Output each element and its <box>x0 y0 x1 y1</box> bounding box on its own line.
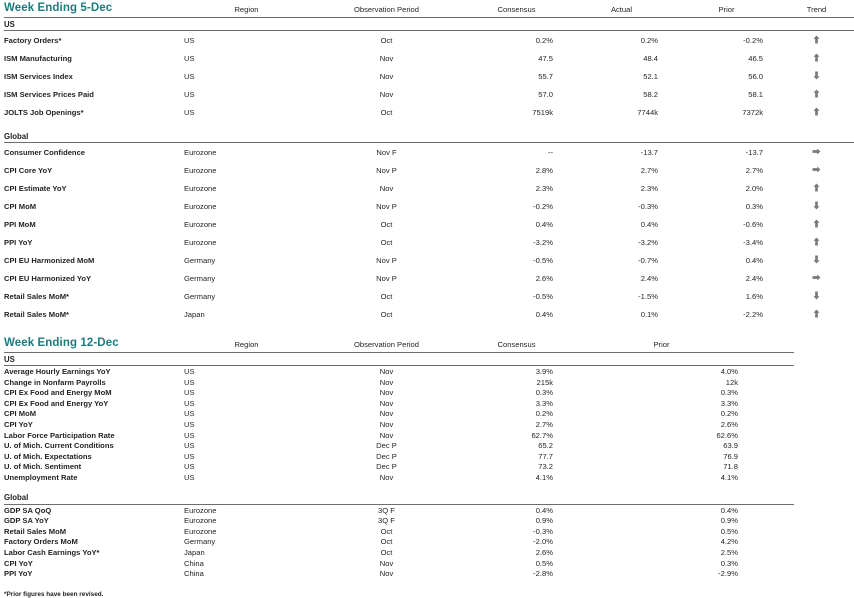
section-spacer <box>4 483 794 492</box>
cell-actual: -0.7% <box>638 255 658 265</box>
cell-consensus: 0.9% <box>535 516 553 526</box>
cell-region: US <box>184 71 195 81</box>
section-label: US <box>4 18 854 31</box>
cell-event: ISM Services Index <box>4 71 73 81</box>
table-header-row <box>4 0 854 18</box>
trend-right-icon <box>812 165 821 174</box>
trend-up-icon <box>812 219 821 228</box>
section-label: Global <box>4 492 794 505</box>
table-body <box>4 18 854 324</box>
cell-consensus: -0.2% <box>533 201 553 211</box>
table-row <box>4 526 794 537</box>
cell-region: Eurozone <box>184 219 217 229</box>
cell-trend <box>779 251 854 269</box>
section-label: Global <box>4 130 854 143</box>
table-row <box>4 568 794 579</box>
table-title: Week Ending 12-Dec <box>4 335 184 353</box>
cell-consensus: -- <box>547 147 553 157</box>
cell-event: PPI YoY <box>4 569 33 579</box>
cell-prior: 0.9% <box>720 516 738 526</box>
cell-actual: 0.4% <box>640 219 658 229</box>
table-row <box>4 233 854 251</box>
cell-consensus: 77.7 <box>538 451 553 461</box>
trend-up-icon <box>812 89 821 98</box>
cell-prior: 56.0 <box>748 71 763 81</box>
cell-region: US <box>184 89 195 99</box>
cell-actual: 2.4% <box>640 273 658 283</box>
cell-event: ISM Manufacturing <box>4 53 72 63</box>
cell-region: US <box>184 377 195 387</box>
cell-region: US <box>184 388 195 398</box>
cell-consensus: -0.3% <box>533 526 553 536</box>
cell-consensus: 0.4% <box>535 309 553 319</box>
cell-observation-period: Dec P <box>376 462 397 472</box>
cell-event: Retail Sales MoM <box>4 526 67 536</box>
cell-actual: -1.5% <box>638 291 658 301</box>
cell-region: Germany <box>184 273 216 283</box>
cell-prior: -0.6% <box>743 219 763 229</box>
cell-actual: 0.1% <box>640 309 658 319</box>
cell-region: US <box>184 462 195 472</box>
cell-region: Japan <box>184 547 205 557</box>
cell-event: CPI YoY <box>4 558 33 568</box>
cell-actual: 2.3% <box>640 183 658 193</box>
cell-actual: 52.1 <box>643 71 658 81</box>
footnote: *Prior figures have been revised. <box>4 590 104 598</box>
cell-prior: 1.6% <box>745 291 763 301</box>
table-row <box>4 31 854 50</box>
cell-event: Unemployment Rate <box>4 472 78 482</box>
cell-event: Factory Orders MoM <box>4 537 78 547</box>
cell-event: U. of Mich. Sentiment <box>4 462 82 472</box>
trend-down-icon <box>812 71 821 80</box>
cell-actual: -3.2% <box>638 237 658 247</box>
table-row <box>4 377 794 388</box>
calendar-table-week-5-dec <box>4 0 854 323</box>
column-header-observation-period: Observation Period <box>309 0 464 18</box>
table-row <box>4 215 854 233</box>
cell-observation-period: Nov <box>379 71 394 81</box>
cell-consensus: 2.7% <box>535 419 553 429</box>
cell-region: Eurozone <box>184 516 217 526</box>
cell-trend <box>779 67 854 85</box>
cell-event: GDP SA YoY <box>4 516 49 526</box>
table-row <box>4 547 794 558</box>
cell-observation-period: Oct <box>380 35 393 45</box>
cell-event: CPI EU Harmonized YoY <box>4 273 92 283</box>
cell-trend <box>779 49 854 67</box>
cell-consensus: -0.5% <box>533 255 553 265</box>
table-row <box>4 366 794 377</box>
column-header-region: Region <box>184 0 309 18</box>
cell-event: ISM Services Prices Paid <box>4 89 94 99</box>
cell-consensus: 0.2% <box>535 35 553 45</box>
table-row <box>4 430 794 441</box>
cell-prior: 58.1 <box>748 89 763 99</box>
cell-event: Change in Nonfarm Payrolls <box>4 377 106 387</box>
cell-event: GDP SA QoQ <box>4 505 52 515</box>
table-row <box>4 558 794 569</box>
trend-up-icon <box>812 53 821 62</box>
table-row <box>4 419 794 430</box>
cell-observation-period: Nov <box>379 430 394 440</box>
cell-event: CPI Estimate YoY <box>4 183 67 193</box>
column-header-consensus: Consensus <box>464 0 569 18</box>
cell-prior: 0.2% <box>720 409 738 419</box>
cell-consensus: 7519k <box>532 107 553 117</box>
cell-consensus: -3.2% <box>533 237 553 247</box>
cell-event: CPI Ex Food and Energy MoM <box>4 388 112 398</box>
cell-consensus: 4.1% <box>535 472 553 482</box>
cell-trend <box>779 233 854 251</box>
cell-observation-period: Nov F <box>376 147 397 157</box>
cell-trend <box>779 103 854 121</box>
cell-region: Eurozone <box>184 165 217 175</box>
section-header-us <box>4 18 854 31</box>
cell-consensus: 57.0 <box>538 89 553 99</box>
cell-event: Consumer Confidence <box>4 147 86 157</box>
cell-observation-period: Oct <box>380 537 393 547</box>
cell-observation-period: Oct <box>380 291 393 301</box>
cell-prior: 2.5% <box>720 547 738 557</box>
cell-observation-period: Oct <box>380 547 393 557</box>
cell-region: US <box>184 451 195 461</box>
table-row <box>4 49 854 67</box>
cell-region: Eurozone <box>184 183 217 193</box>
cell-consensus: 0.5% <box>535 558 553 568</box>
cell-prior: 0.5% <box>720 526 738 536</box>
cell-prior: 7372k <box>742 107 763 117</box>
cell-actual: 0.2% <box>640 35 658 45</box>
table-row <box>4 287 854 305</box>
cell-prior: 63.9 <box>723 441 738 451</box>
cell-observation-period: Nov <box>379 377 394 387</box>
cell-observation-period: Nov <box>379 388 394 398</box>
cell-observation-period: Nov <box>379 367 394 376</box>
cell-observation-period: Dec P <box>376 441 397 451</box>
cell-consensus: 47.5 <box>538 53 553 63</box>
cell-region: US <box>184 398 195 408</box>
cell-consensus: 3.3% <box>535 398 553 408</box>
table-row <box>4 515 794 526</box>
cell-region: US <box>184 419 195 429</box>
cell-consensus: 0.2% <box>535 409 553 419</box>
cell-trend <box>779 197 854 215</box>
cell-observation-period: Nov <box>379 558 394 568</box>
trend-up-icon <box>812 237 821 246</box>
table-row <box>4 536 794 547</box>
cell-event: CPI Core YoY <box>4 165 53 175</box>
table-row <box>4 67 854 85</box>
cell-observation-period: Nov P <box>376 255 397 265</box>
cell-region: China <box>184 558 204 568</box>
cell-region: US <box>184 441 195 451</box>
cell-actual: -13.7 <box>640 147 658 157</box>
cell-actual: -0.3% <box>638 201 658 211</box>
cell-observation-period: Nov <box>379 89 394 99</box>
table-row <box>4 103 854 121</box>
table-row <box>4 504 794 515</box>
cell-observation-period: 3Q F <box>378 516 395 526</box>
cell-prior: 12k <box>725 377 738 387</box>
cell-consensus: -2.8% <box>533 569 553 579</box>
cell-prior: 4.2% <box>720 537 738 547</box>
cell-prior: -13.7 <box>745 147 763 157</box>
table-title: Week Ending 5-Dec <box>4 0 184 18</box>
cell-region: Germany <box>184 291 216 301</box>
table-row <box>4 305 854 323</box>
cell-trend <box>779 179 854 197</box>
cell-prior: -3.4% <box>743 237 763 247</box>
column-header-prior: Prior <box>674 0 779 18</box>
cell-observation-period: Nov <box>379 53 394 63</box>
cell-observation-period: Nov P <box>376 165 397 175</box>
cell-event: PPI YoY <box>4 237 33 247</box>
cell-event: Labor Force Participation Rate <box>4 430 115 440</box>
cell-observation-period: Nov <box>379 419 394 429</box>
cell-trend <box>779 269 854 287</box>
cell-event: PPI MoM <box>4 219 36 229</box>
calendar-table-week-12-dec <box>4 335 794 579</box>
cell-consensus: 65.2 <box>538 441 553 451</box>
cell-region: Eurozone <box>184 526 217 536</box>
cell-prior: -2.9% <box>718 569 738 579</box>
table-row <box>4 85 854 103</box>
cell-prior: 2.6% <box>720 419 738 429</box>
cell-prior: 4.1% <box>720 472 738 482</box>
cell-consensus: 2.6% <box>535 547 553 557</box>
table-row <box>4 387 794 398</box>
cell-prior: 2.7% <box>745 165 763 175</box>
cell-prior: -2.2% <box>743 309 763 319</box>
cell-actual: 48.4 <box>643 53 658 63</box>
table-row <box>4 251 854 269</box>
cell-trend <box>779 287 854 305</box>
cell-consensus: 73.2 <box>538 462 553 472</box>
table-body <box>4 353 794 579</box>
column-header-region: Region <box>184 335 309 353</box>
cell-event: JOLTS Job Openings* <box>4 107 84 117</box>
cell-trend <box>779 85 854 103</box>
cell-consensus: 62.7% <box>531 430 553 440</box>
trend-up-icon <box>812 35 821 44</box>
cell-region: Eurozone <box>184 505 217 515</box>
table-row <box>4 461 794 472</box>
trend-up-icon <box>812 309 821 318</box>
section-spacer <box>4 121 854 130</box>
table-row <box>4 143 854 162</box>
cell-event: CPI Ex Food and Energy YoY <box>4 398 109 408</box>
cell-prior: 0.4% <box>745 255 763 265</box>
table-row <box>4 408 794 419</box>
column-header-trend: Trend <box>779 0 854 18</box>
cell-prior: 0.4% <box>720 505 738 515</box>
cell-region: Germany <box>184 537 216 547</box>
cell-prior: 76.9 <box>723 451 738 461</box>
cell-prior: 4.0% <box>720 367 738 376</box>
cell-consensus: 0.4% <box>535 219 553 229</box>
section-header-global <box>4 492 794 505</box>
table-row <box>4 161 854 179</box>
cell-region: US <box>184 107 195 117</box>
cell-observation-period: 3Q F <box>378 505 395 515</box>
cell-event: CPI MoM <box>4 201 37 211</box>
trend-down-icon <box>812 201 821 210</box>
cell-consensus: 3.9% <box>535 367 553 376</box>
cell-region: Germany <box>184 255 216 265</box>
cell-trend <box>779 31 854 50</box>
cell-actual: 2.7% <box>640 165 658 175</box>
cell-consensus: -2.0% <box>533 537 553 547</box>
cell-observation-period: Nov <box>379 569 394 579</box>
cell-region: Eurozone <box>184 237 217 247</box>
cell-region: China <box>184 569 204 579</box>
cell-consensus: 0.4% <box>535 505 553 515</box>
table-row <box>4 472 794 483</box>
cell-trend <box>779 305 854 323</box>
cell-event: CPI YoY <box>4 419 33 429</box>
section-header-global <box>4 130 854 143</box>
cell-event: U. of Mich. Current Conditions <box>4 441 114 451</box>
cell-observation-period: Nov P <box>376 273 397 283</box>
cell-prior: 0.3% <box>720 388 738 398</box>
cell-observation-period: Dec P <box>376 451 397 461</box>
cell-region: Eurozone <box>184 147 217 157</box>
cell-consensus: -0.5% <box>533 291 553 301</box>
cell-consensus: 0.3% <box>535 388 553 398</box>
table-row <box>4 451 794 462</box>
cell-observation-period: Nov <box>379 409 394 419</box>
trend-down-icon <box>812 291 821 300</box>
cell-consensus: 2.3% <box>535 183 553 193</box>
cell-event: Retail Sales MoM* <box>4 291 69 301</box>
cell-event: CPI EU Harmonized MoM <box>4 255 95 265</box>
cell-prior: 2.4% <box>745 273 763 283</box>
table-header-row <box>4 335 794 353</box>
cell-region: US <box>184 53 195 63</box>
section-label: US <box>4 353 794 366</box>
cell-region: US <box>184 430 195 440</box>
cell-observation-period: Nov P <box>376 201 397 211</box>
cell-trend <box>779 143 854 162</box>
trend-right-icon <box>812 147 821 156</box>
cell-event: CPI MoM <box>4 409 37 419</box>
cell-region: US <box>184 35 195 45</box>
cell-trend <box>779 161 854 179</box>
cell-event: Average Hourly Earnings YoY <box>4 367 111 376</box>
cell-consensus: 2.8% <box>535 165 553 175</box>
cell-prior: 62.6% <box>716 430 738 440</box>
cell-prior: 2.0% <box>745 183 763 193</box>
cell-trend <box>779 215 854 233</box>
cell-region: US <box>184 409 195 419</box>
cell-event: U. of Mich. Expectations <box>4 451 92 461</box>
cell-prior: 0.3% <box>720 558 738 568</box>
table-row <box>4 398 794 409</box>
cell-region: US <box>184 472 195 482</box>
cell-observation-period: Oct <box>380 526 393 536</box>
column-header-consensus: Consensus <box>464 335 569 353</box>
cell-observation-period: Nov <box>379 183 394 193</box>
cell-observation-period: Oct <box>380 107 393 117</box>
section-header-us <box>4 353 794 366</box>
trend-down-icon <box>812 255 821 264</box>
cell-region: Japan <box>184 309 205 319</box>
table-row <box>4 197 854 215</box>
trend-up-icon <box>812 107 821 116</box>
cell-observation-period: Oct <box>380 219 393 229</box>
cell-observation-period: Nov <box>379 472 394 482</box>
cell-actual: 7744k <box>637 107 658 117</box>
cell-prior: 3.3% <box>720 398 738 408</box>
cell-observation-period: Oct <box>380 237 393 247</box>
table-row <box>4 269 854 287</box>
table-row <box>4 179 854 197</box>
cell-event: Labor Cash Earnings YoY* <box>4 547 100 557</box>
column-header-prior: Prior <box>569 335 794 353</box>
cell-consensus: 2.6% <box>535 273 553 283</box>
cell-observation-period: Oct <box>380 309 393 319</box>
trend-right-icon <box>812 273 821 282</box>
column-header-actual: Actual <box>569 0 674 18</box>
cell-event: Factory Orders* <box>4 35 62 45</box>
cell-prior: 0.3% <box>745 201 763 211</box>
trend-up-icon <box>812 183 821 192</box>
cell-region: Eurozone <box>184 201 217 211</box>
cell-observation-period: Nov <box>379 398 394 408</box>
cell-prior: 71.8 <box>723 462 738 472</box>
cell-prior: 46.5 <box>748 53 763 63</box>
column-header-observation-period: Observation Period <box>309 335 464 353</box>
cell-actual: 58.2 <box>643 89 658 99</box>
table-row <box>4 440 794 451</box>
cell-region: US <box>184 367 195 376</box>
cell-event: Retail Sales MoM* <box>4 309 69 319</box>
cell-consensus: 55.7 <box>538 71 553 81</box>
cell-prior: -0.2% <box>743 35 763 45</box>
cell-consensus: 215k <box>536 377 553 387</box>
